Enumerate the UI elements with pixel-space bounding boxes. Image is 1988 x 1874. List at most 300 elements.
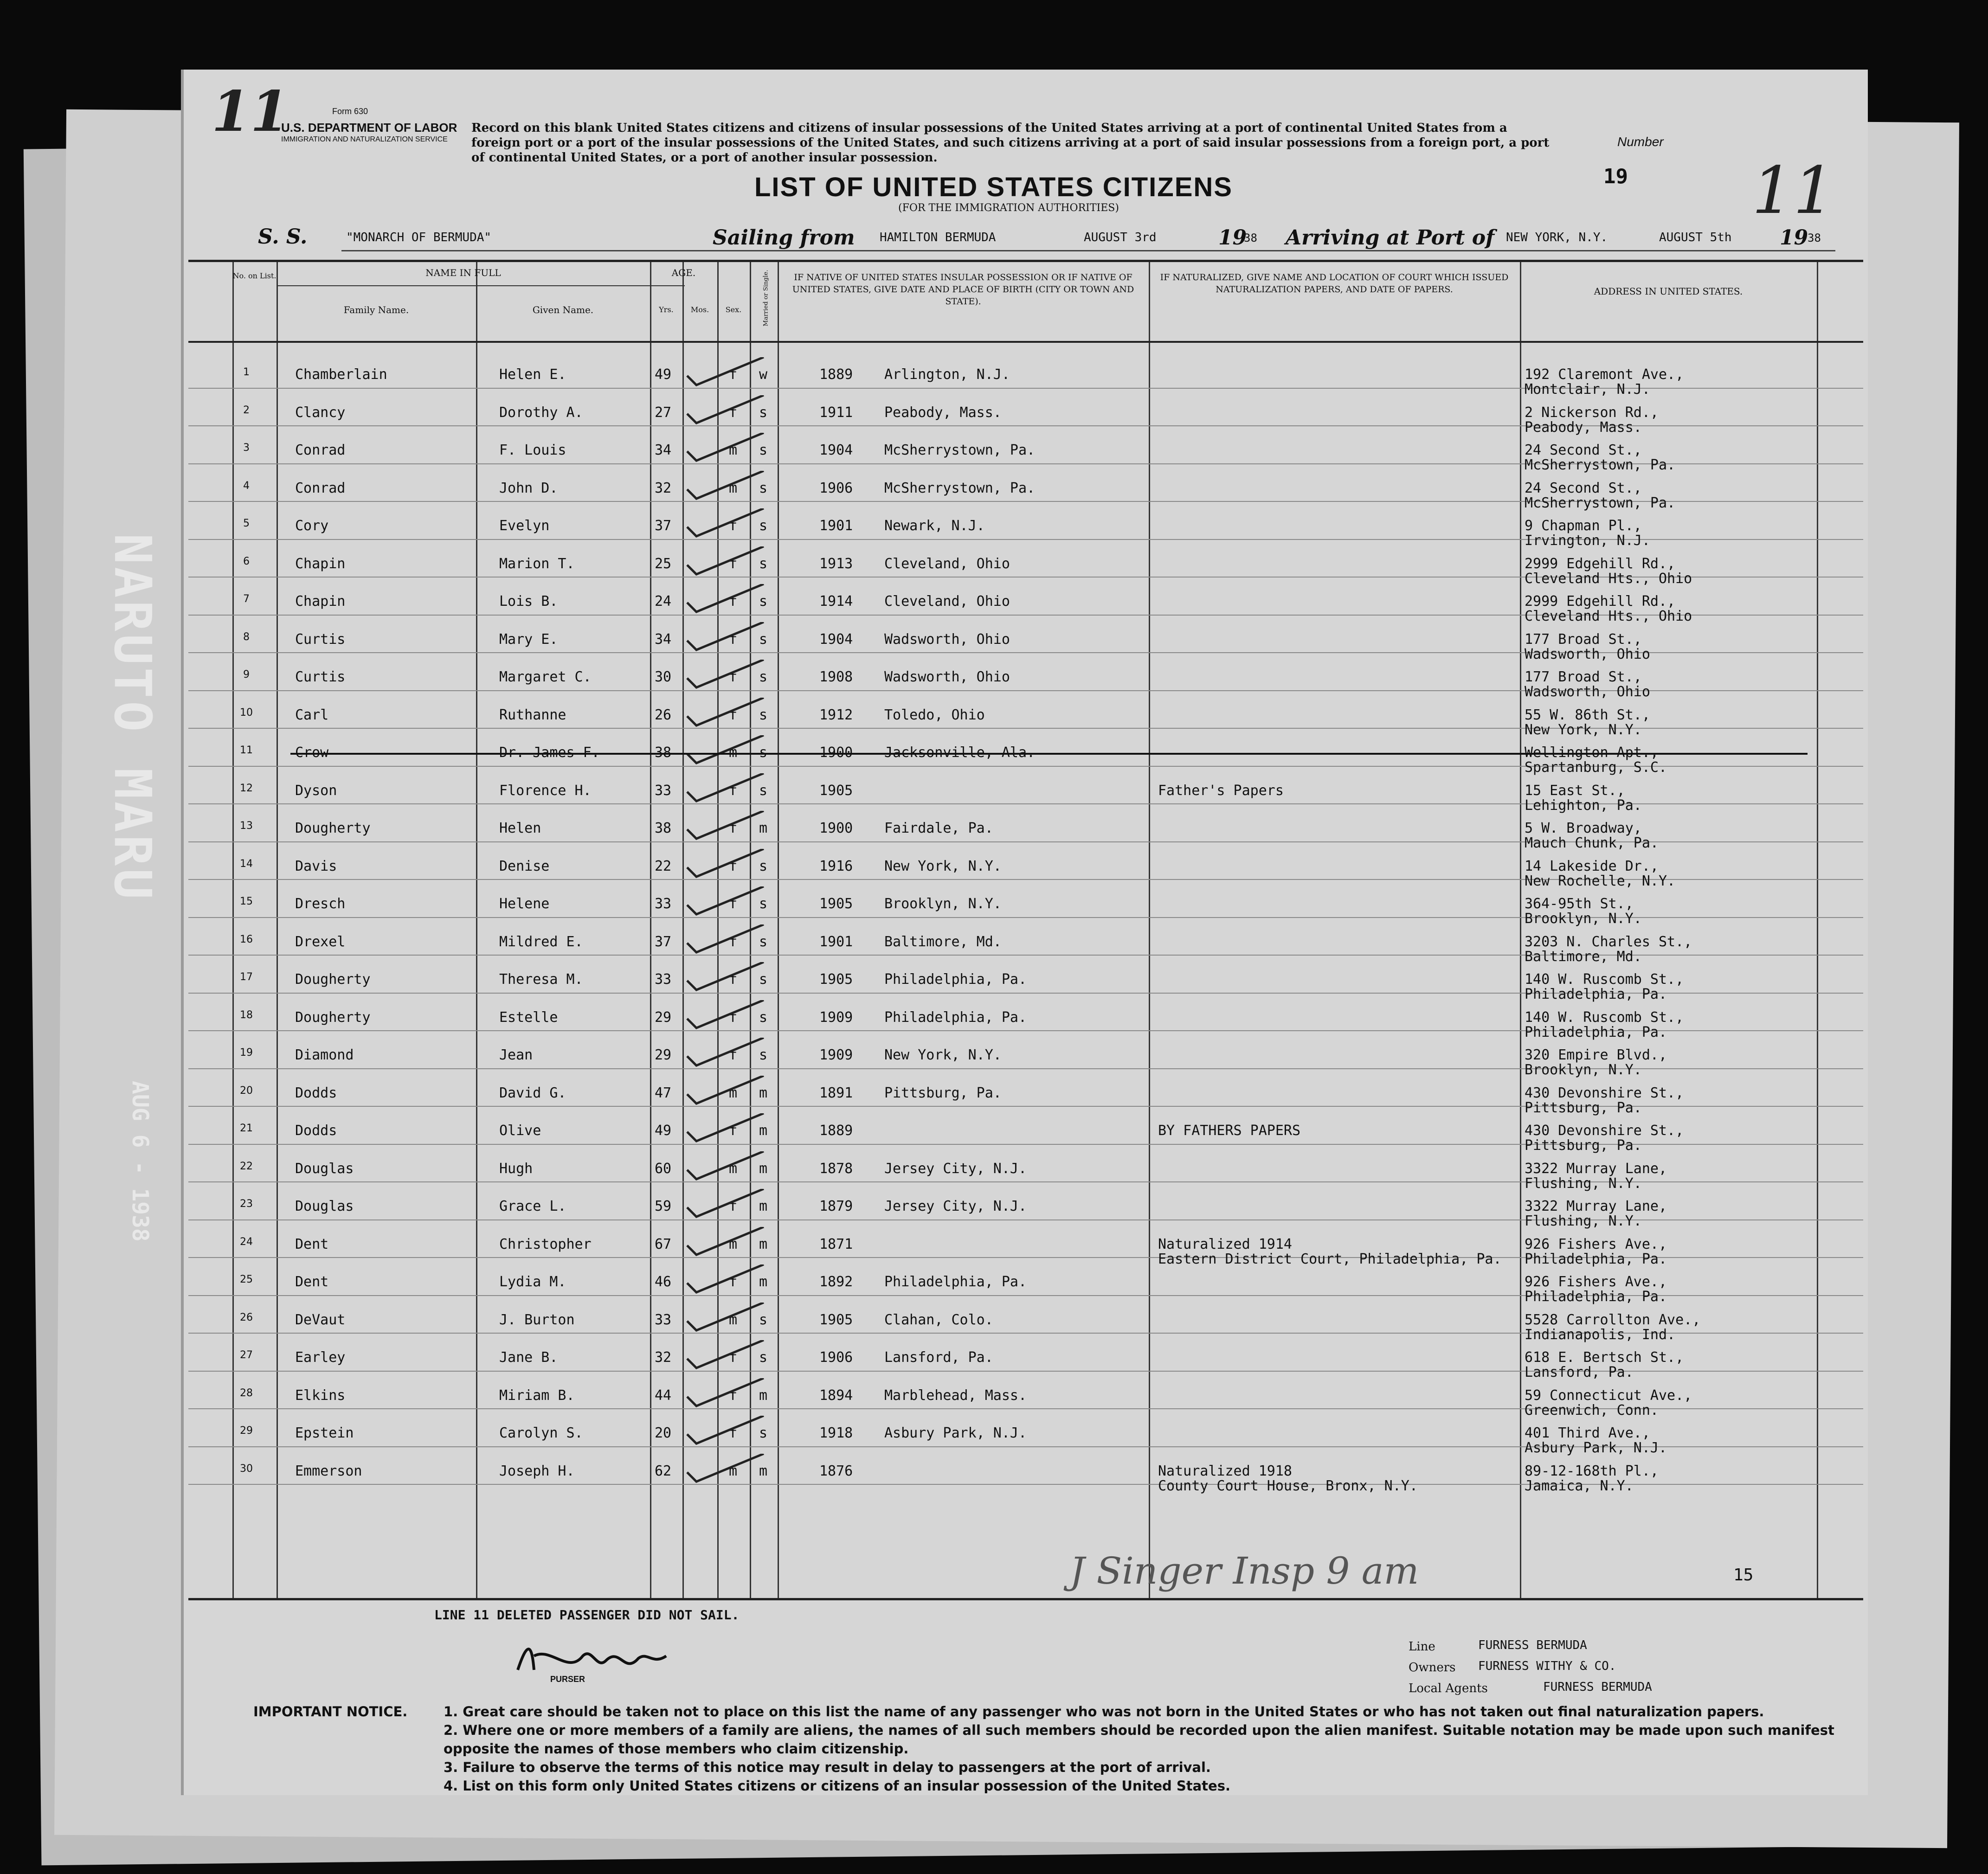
address-line-2: Philadelphia, Pa. [1525, 1251, 1667, 1267]
marital-status: s [759, 933, 768, 950]
row-number: 13 [240, 820, 253, 832]
check-mark-icon [685, 773, 768, 806]
address-line-2: Pittsburg, Pa. [1525, 1099, 1642, 1116]
marital-status: m [759, 1085, 768, 1101]
address-line-2: New York, N.Y. [1525, 721, 1642, 738]
row-number: 1 [243, 366, 250, 378]
marital-status: s [759, 555, 768, 572]
col-age-yrs: Yrs. [659, 305, 674, 314]
ship-name: "MONARCH OF BERMUDA" [346, 231, 492, 244]
sex: f [729, 933, 738, 950]
row-number: 18 [240, 1009, 253, 1021]
check-mark-icon [685, 886, 768, 919]
sex: f [729, 706, 738, 723]
birth-year: 1906 [819, 480, 853, 496]
agents-value: FURNESS BERMUDA [1543, 1680, 1652, 1694]
sex: m [729, 1085, 738, 1101]
sex: f [729, 1387, 738, 1404]
age-years: 49 [655, 1123, 672, 1139]
age-years: 33 [655, 1311, 672, 1328]
birth-place: McSherrystown, Pa. [884, 442, 1036, 458]
sex: f [729, 1349, 738, 1366]
family-name: Conrad [295, 442, 346, 458]
row-number: 2 [243, 404, 250, 416]
marital-status: s [759, 858, 768, 874]
owners-value: FURNESS WITHY & CO. [1478, 1659, 1616, 1673]
sex: f [729, 1274, 738, 1290]
birth-place: Newark, N.J. [884, 518, 985, 534]
address-line-2: Spartanburg, S.C. [1525, 759, 1667, 776]
given-name: Miriam B. [499, 1387, 575, 1404]
birth-year: 1889 [819, 1123, 853, 1139]
birth-place: New York, N.Y. [884, 858, 1002, 874]
col-name-in-full: NAME IN FULL [425, 267, 501, 278]
check-mark-icon [685, 584, 768, 616]
address-line-2: Mauch Chunk, Pa. [1525, 835, 1659, 851]
row-number: 3 [243, 442, 250, 454]
address-line-1: 192 Claremont Ave., [1525, 366, 1684, 383]
arriving-label: Arriving at Port of [1286, 226, 1495, 250]
birth-place: Arlington, N.J. [884, 366, 1010, 383]
birth-year: 1871 [819, 1236, 853, 1252]
family-name: Curtis [295, 669, 346, 685]
marital-status: s [759, 706, 768, 723]
sex: f [729, 1198, 738, 1214]
birth-place: Philadelphia, Pa. [884, 1009, 1027, 1026]
sex: f [729, 1009, 738, 1026]
address-line-1: 5528 Carrollton Ave., [1525, 1311, 1701, 1328]
marital-status: m [759, 1198, 768, 1214]
given-name: John D. [499, 480, 558, 496]
row-number: 9 [243, 669, 250, 680]
birth-place: McSherrystown, Pa. [884, 480, 1036, 496]
address-line-2: Asbury Park, N.J. [1525, 1440, 1667, 1456]
service-name: IMMIGRATION AND NATURALIZATION SERVICE [281, 135, 448, 143]
address-line-1: 401 Third Ave., [1525, 1425, 1650, 1441]
notice-item-1: 1. Great care should be taken not to place on this list the name of any passenger who was not born in the United States or who has not taken out final naturalization papers. [444, 1704, 1764, 1720]
address-line-1: 430 Devonshire St., [1525, 1123, 1684, 1139]
address-line-2: McSherrystown, Pa. [1525, 457, 1676, 473]
birth-year: 1905 [819, 1311, 853, 1328]
family-name: Emmerson [295, 1463, 362, 1479]
given-name: David G. [499, 1085, 566, 1101]
birth-place: Asbury Park, N.J. [884, 1425, 1027, 1441]
sex: f [729, 669, 738, 685]
address-line-1: 5 W. Broadway, [1525, 820, 1642, 836]
birth-year: 1914 [819, 593, 853, 610]
marital-status: s [759, 1311, 768, 1328]
birth-year: 1913 [819, 555, 853, 572]
notice-item-4: 4. List on this form only United States citizens or citizens of an insular possession of the United States. [444, 1778, 1230, 1794]
check-mark-icon [685, 1454, 768, 1486]
sex: m [729, 1160, 738, 1177]
birth-place: Brooklyn, N.Y. [884, 896, 1002, 912]
sex: f [729, 858, 738, 874]
birth-place: Baltimore, Md. [884, 933, 1002, 950]
deleted-passenger-note: LINE 11 DELETED PASSENGER DID NOT SAIL. [434, 1607, 740, 1623]
address-line-2: Brooklyn, N.Y. [1525, 1062, 1642, 1078]
sex: f [729, 971, 738, 988]
address-line-2: Pittsburg, Pa. [1525, 1137, 1642, 1154]
record-instructions: Record on this blank United States citizens and citizens of insular possessions of the United States arriving at a port of continental United States from a foreign port or a port of the insular possessions of the United States, and such citizens arriving at a port of said insular possessions from a foreign port, a port of continental United States, or a port of another insular possession. [471, 121, 1550, 165]
check-mark-icon [685, 1113, 768, 1146]
address-line-1: 320 Empire Blvd., [1525, 1047, 1667, 1063]
address-line-2: Philadelphia, Pa. [1525, 1024, 1667, 1040]
family-name: Carl [295, 706, 329, 723]
birth-year: 1900 [819, 820, 853, 836]
age-years: 38 [655, 820, 672, 836]
col-address: ADDRESS IN UNITED STATES. [1594, 286, 1743, 297]
naturalization-1: BY FATHERS PAPERS [1158, 1123, 1301, 1139]
marital-status: m [759, 1236, 768, 1252]
sex: m [729, 442, 738, 458]
family-name: Douglas [295, 1160, 354, 1177]
given-name: Jane B. [499, 1349, 558, 1366]
marital-status: m [759, 1123, 768, 1139]
address-line-2: Brooklyn, N.Y. [1525, 911, 1642, 927]
age-years: 46 [655, 1274, 672, 1290]
row-number: 25 [240, 1274, 253, 1285]
row-number: 8 [243, 631, 250, 643]
marital-status: s [759, 593, 768, 610]
col-given-name: Given Name. [532, 304, 594, 315]
family-name: Dodds [295, 1085, 337, 1101]
voyage-line [258, 220, 1835, 253]
age-years: 34 [655, 631, 672, 648]
sex: m [729, 1463, 738, 1479]
check-mark-icon [685, 1000, 768, 1033]
address-line-1: 364-95th St., [1525, 896, 1634, 912]
address-line-2: Greenwich, Conn. [1525, 1402, 1659, 1418]
age-years: 49 [655, 366, 672, 383]
birth-year: 1876 [819, 1463, 853, 1479]
notice-item-3: 3. Failure to observe the terms of this notice may result in delay to passengers at the port of arrival. [444, 1759, 1211, 1775]
number-label: Number [1617, 135, 1664, 149]
check-mark-icon [685, 508, 768, 541]
arrival-year-prefix: 19 [1780, 226, 1808, 250]
row-number: 20 [240, 1085, 253, 1097]
owners-label: Owners [1409, 1661, 1456, 1675]
given-name: Jean [499, 1047, 533, 1063]
family-name: Dougherty [295, 1009, 371, 1026]
row-number: 22 [240, 1160, 253, 1172]
age-years: 33 [655, 896, 672, 912]
check-mark-icon [685, 1189, 768, 1221]
age-years: 60 [655, 1160, 672, 1177]
birth-year: 1916 [819, 858, 853, 874]
given-name: Margaret C. [499, 669, 592, 685]
birth-year: 1904 [819, 442, 853, 458]
address-line-2: Flushing, N.Y. [1525, 1213, 1642, 1229]
row-number: 30 [240, 1463, 253, 1475]
age-years: 62 [655, 1463, 672, 1479]
age-years: 37 [655, 933, 672, 950]
birth-year: 1908 [819, 669, 853, 685]
check-mark-icon [685, 1340, 768, 1373]
family-name: Dent [295, 1274, 329, 1290]
sex: m [729, 1236, 738, 1252]
age-years: 29 [655, 1009, 672, 1026]
sailing-label: Sailing from [713, 226, 855, 250]
sailing-year: 38 [1244, 231, 1257, 244]
row-number: 21 [240, 1123, 253, 1134]
birth-place: Peabody, Mass. [884, 404, 1002, 421]
marital-status: m [759, 1160, 768, 1177]
birth-place: New York, N.Y. [884, 1047, 1002, 1063]
passenger-count: 15 [1733, 1566, 1754, 1585]
marital-status: s [759, 669, 768, 685]
address-line-1: 14 Lakeside Dr., [1525, 858, 1659, 874]
line-label: Line [1409, 1640, 1435, 1654]
row-number: 23 [240, 1198, 253, 1210]
naturalization-2: County Court House, Bronx, N.Y. [1158, 1477, 1418, 1494]
given-name: Florence H. [499, 782, 592, 799]
marital-status: m [759, 1463, 768, 1479]
family-name: Elkins [295, 1387, 346, 1404]
given-name: Theresa M. [499, 971, 583, 988]
check-mark-icon [685, 395, 768, 428]
col-naturalized: IF NATURALIZED, GIVE NAME AND LOCATION OF COURT WHICH ISSUED NATURALIZATION PAPERS, AND DATE OF PAPERS. [1160, 272, 1509, 295]
row-number: 19 [240, 1047, 253, 1059]
age-years: 20 [655, 1425, 672, 1441]
notice-item-2: 2. Where one or more members of a family are aliens, the names of all such members should be recorded upon the alien manifest. Suitable notation may be made upon such manifest opposite the names of those members who claim citizenship. [444, 1722, 1834, 1757]
row-number: 26 [240, 1311, 253, 1323]
address-line-2: Lehighton, Pa. [1525, 797, 1642, 814]
address-line-2: Cleveland Hts., Ohio [1525, 608, 1692, 624]
marital-status: m [759, 1387, 768, 1404]
check-mark-icon [685, 1038, 768, 1070]
family-name: Dougherty [295, 820, 371, 836]
given-name: Carolyn S. [499, 1425, 583, 1441]
page-marker-right: 11 [1752, 153, 1835, 229]
family-name: Drexel [295, 933, 346, 950]
age-years: 30 [655, 669, 672, 685]
sex: f [729, 631, 738, 648]
naturalization-1: Naturalized 1918 [1158, 1463, 1292, 1479]
family-name: Dodds [295, 1123, 337, 1139]
col-sex: Sex. [725, 305, 742, 314]
sex: f [729, 896, 738, 912]
age-years: 22 [655, 858, 672, 874]
age-years: 33 [655, 971, 672, 988]
address-line-1: 24 Second St., [1525, 480, 1642, 496]
form-number: Form 630 [332, 107, 368, 116]
age-years: 26 [655, 706, 672, 723]
birth-year: 1912 [819, 706, 853, 723]
check-mark-icon [685, 849, 768, 881]
naturalization-1: Father's Papers [1158, 782, 1284, 799]
address-line-1: 3322 Murray Lane, [1525, 1198, 1667, 1214]
row-number: 29 [240, 1425, 253, 1437]
birth-place: Marblehead, Mass. [884, 1387, 1027, 1404]
family-name: Dyson [295, 782, 337, 799]
birth-year: 1906 [819, 1349, 853, 1366]
marital-status: s [759, 480, 768, 496]
col-age-mos: Mos. [690, 305, 709, 314]
marital-status: s [759, 1349, 768, 1366]
address-line-1: 3203 N. Charles St., [1525, 933, 1692, 950]
birth-year: 1878 [819, 1160, 853, 1177]
age-years: 44 [655, 1387, 672, 1404]
birth-place: Wadsworth, Ohio [884, 631, 1010, 648]
list-number: 19 [1603, 165, 1628, 188]
age-years: 34 [655, 442, 672, 458]
address-line-1: 24 Second St., [1525, 442, 1642, 458]
marital-status: s [759, 1047, 768, 1063]
row-number: 24 [240, 1236, 253, 1248]
sailing-year-prefix: 19 [1218, 226, 1247, 250]
age-years: 32 [655, 1349, 672, 1366]
passenger-table [188, 260, 1863, 1600]
family-name: Chapin [295, 593, 346, 610]
sex: f [729, 1123, 738, 1139]
col-birth: IF NATIVE OF UNITED STATES INSULAR POSSESSION OR IF NATIVE OF UNITED STATES, GIVE DATE AND PLACE OF BIRTH (CITY OR TOWN AND STATE). [792, 272, 1134, 307]
arrival-year: 38 [1808, 231, 1821, 244]
page-subtitle: (FOR THE IMMIGRATION AUTHORITIES) [898, 202, 1119, 214]
sex: f [729, 1047, 738, 1063]
given-name: Helene [499, 896, 550, 912]
given-name: Ruthanne [499, 706, 566, 723]
birth-place: Cleveland, Ohio [884, 593, 1010, 610]
age-years: 29 [655, 1047, 672, 1063]
check-mark-icon [685, 735, 768, 768]
age-years: 37 [655, 518, 672, 534]
family-name: Cory [295, 518, 329, 534]
family-name: Chapin [295, 555, 346, 572]
age-years: 25 [655, 555, 672, 572]
given-name: Mary E. [499, 631, 558, 648]
birth-year: 1889 [819, 366, 853, 383]
age-years: 59 [655, 1198, 672, 1214]
address-line-2: Wadsworth, Ohio [1525, 684, 1650, 700]
given-name: Joseph H. [499, 1463, 575, 1479]
given-name: Grace L. [499, 1198, 566, 1214]
marital-status: s [759, 971, 768, 988]
col-no: No. on List. [232, 271, 277, 280]
given-name: Mildred E. [499, 933, 583, 950]
address-line-1: 140 W. Ruscomb St., [1525, 1009, 1684, 1026]
check-mark-icon [685, 698, 768, 730]
birth-place: Philadelphia, Pa. [884, 971, 1027, 988]
row-number: 10 [240, 706, 253, 719]
check-mark-icon [685, 622, 768, 655]
marital-status: m [759, 820, 768, 836]
given-name: Evelyn [499, 518, 550, 534]
given-name: Marion T. [499, 555, 575, 572]
address-line-1: 15 East St., [1525, 782, 1625, 799]
naturalization-2: Eastern District Court, Philadelphia, Pa. [1158, 1251, 1502, 1267]
family-name: Dent [295, 1236, 329, 1252]
family-name: DeVaut [295, 1311, 346, 1328]
birth-year: 1905 [819, 971, 853, 988]
important-notice-label: IMPORTANT NOTICE. [253, 1704, 408, 1720]
birth-year: 1901 [819, 518, 853, 534]
given-name: Helen [499, 820, 541, 836]
row-number: 16 [240, 933, 253, 945]
arrival-date: AUGUST 5th [1659, 231, 1732, 244]
birth-year: 1891 [819, 1085, 853, 1101]
birth-place: Wadsworth, Ohio [884, 669, 1010, 685]
birth-place: Toledo, Ohio [884, 706, 985, 723]
address-line-1: 2 Nickerson Rd., [1525, 404, 1659, 421]
family-name: Earley [295, 1349, 346, 1366]
row-number: 12 [240, 782, 253, 794]
family-name: Clancy [295, 404, 346, 421]
birth-year: 1909 [819, 1009, 853, 1026]
sex: f [729, 555, 738, 572]
ss-label: S. S. [258, 225, 308, 249]
address-line-2: Irvington, N.J. [1525, 533, 1650, 549]
age-years: 47 [655, 1085, 672, 1101]
col-married: Married or Single. [762, 270, 770, 327]
marital-status: s [759, 782, 768, 799]
row-number: 5 [243, 518, 250, 529]
address-line-2: Montclair, N.J. [1525, 381, 1650, 398]
col-age: AGE. [671, 267, 696, 278]
row-number: 4 [243, 480, 250, 492]
birth-place: Pittsburg, Pa. [884, 1085, 1002, 1101]
age-years: 67 [655, 1236, 672, 1252]
address-line-1: 140 W. Ruscomb St., [1525, 971, 1684, 988]
strike-through-line [290, 753, 1808, 755]
birth-year: 1911 [819, 404, 853, 421]
address-line-1: 89-12-168th Pl., [1525, 1463, 1659, 1479]
birth-place: Lansford, Pa. [884, 1349, 993, 1366]
given-name: Estelle [499, 1009, 558, 1026]
birth-year: 1905 [819, 896, 853, 912]
check-mark-icon [685, 962, 768, 995]
sailing-date: AUGUST 3rd [1084, 231, 1157, 244]
birth-year: 1894 [819, 1387, 853, 1404]
sex: m [729, 1311, 738, 1328]
marital-status: s [759, 631, 768, 648]
marital-status: s [759, 442, 768, 458]
address-line-1: 59 Connecticut Ave., [1525, 1387, 1692, 1404]
age-years: 33 [655, 782, 672, 799]
sex: f [729, 366, 738, 383]
col-family-name: Family Name. [343, 304, 409, 315]
row-number: 28 [240, 1387, 253, 1399]
marital-status: s [759, 404, 768, 421]
given-name: F. Louis [499, 442, 566, 458]
sailing-from: HAMILTON BERMUDA [880, 231, 996, 244]
marital-status: s [759, 518, 768, 534]
page-title: LIST OF UNITED STATES CITIZENS [754, 172, 1233, 202]
line-value: FURNESS BERMUDA [1478, 1638, 1587, 1652]
address-line-2: New Rochelle, N.Y. [1525, 873, 1676, 889]
sex: f [729, 782, 738, 799]
given-name: Christopher [499, 1236, 592, 1252]
row-number: 14 [240, 858, 253, 870]
family-name: Diamond [295, 1047, 354, 1063]
address-line-1: 430 Devonshire St., [1525, 1085, 1684, 1101]
address-line-2: Baltimore, Md. [1525, 948, 1642, 965]
given-name: Hugh [499, 1160, 533, 1177]
family-name: Chamberlain [295, 366, 387, 383]
check-mark-icon [685, 1264, 768, 1297]
check-mark-icon [685, 811, 768, 843]
family-name: Conrad [295, 480, 346, 496]
address-line-2: Wadsworth, Ohio [1525, 646, 1650, 662]
given-name: Lois B. [499, 593, 558, 610]
given-name: Olive [499, 1123, 541, 1139]
family-name: Curtis [295, 631, 346, 648]
age-years: 24 [655, 593, 672, 610]
sex: m [729, 480, 738, 496]
birth-year: 1901 [819, 933, 853, 950]
sex: f [729, 593, 738, 610]
check-mark-icon [685, 433, 768, 465]
